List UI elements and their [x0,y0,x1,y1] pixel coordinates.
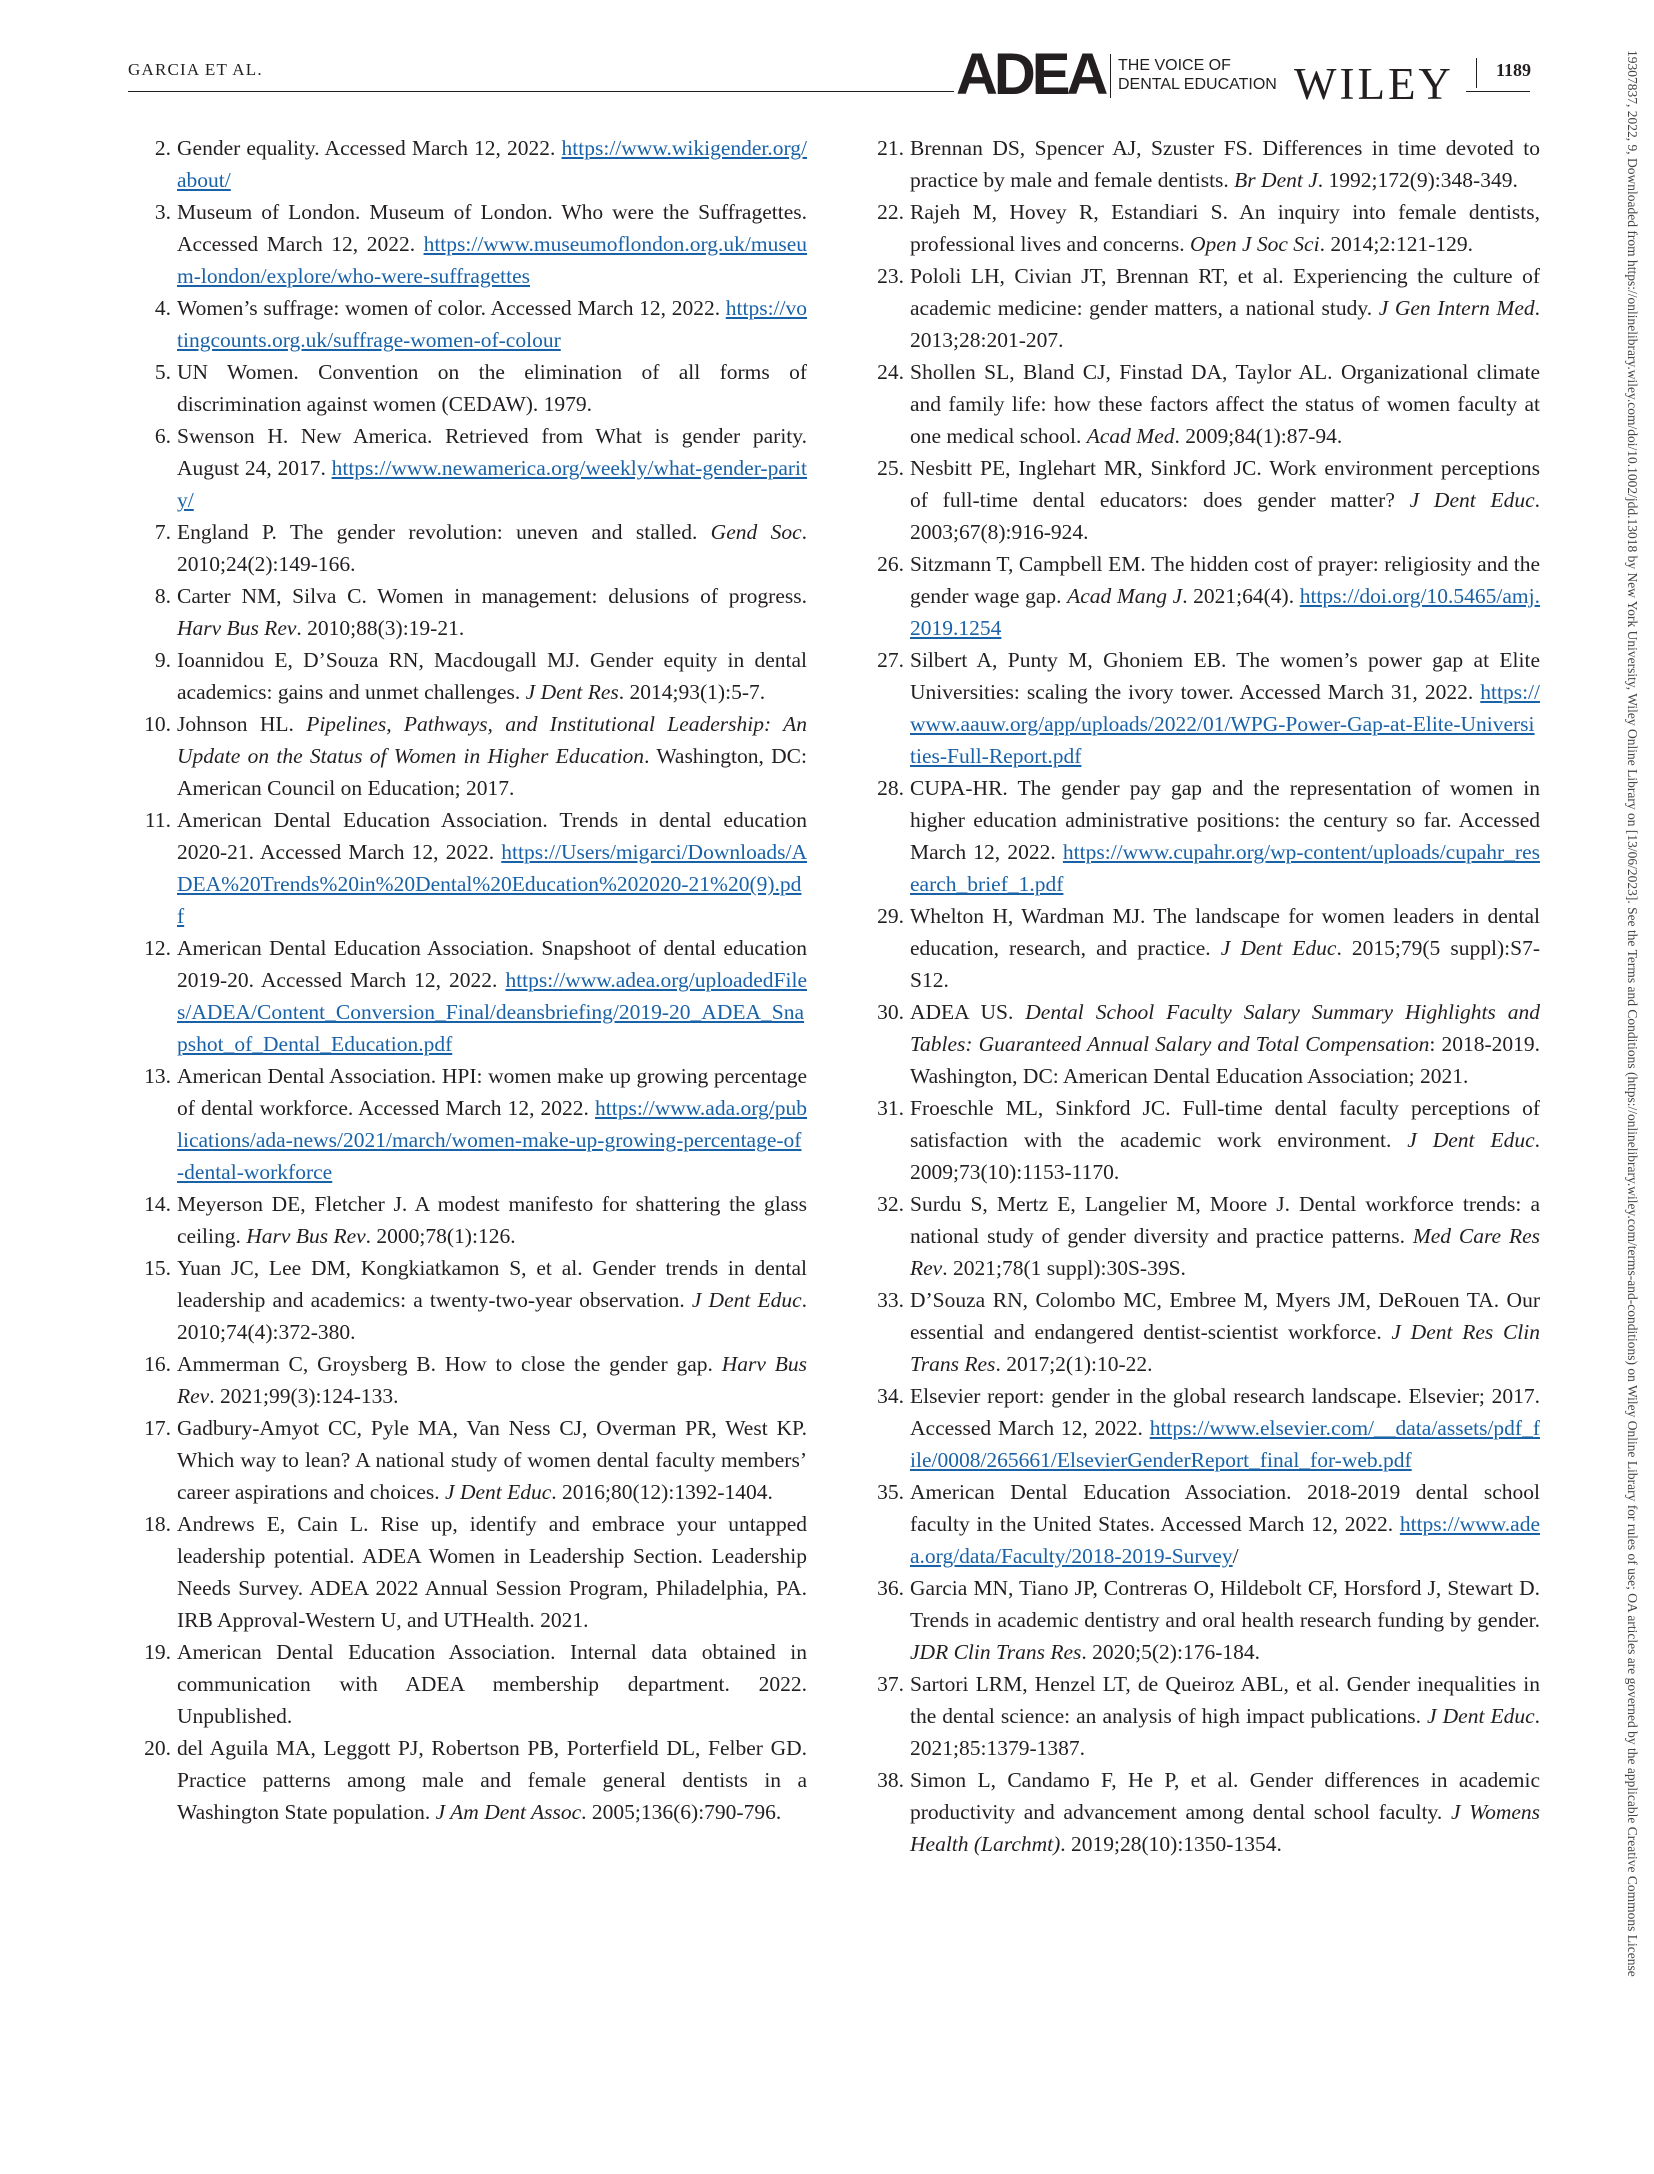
reference-citation: . 2010;24(2):149-166. [177,520,807,576]
reference-journal: Br Dent J [1234,168,1318,192]
reference-number: 4. [154,296,171,320]
reference-text: American Dental Education Association. 2018-2019 dental school faculty in the United States. Accessed March 12, 2022. [910,1480,1540,1536]
reference-number: 31. [877,1096,904,1120]
reference-journal: Acad Mang J [1067,584,1183,608]
wiley-logo: WILEY [1294,59,1454,109]
page-number-divider [1476,58,1477,88]
reference-number: 16. [144,1352,171,1376]
reference-text: ADEA US. [910,1000,1026,1024]
reference-item [135,1508,807,1636]
reference-number: 8. [154,584,171,608]
reference-journal: J Dent Educ [1409,488,1535,512]
reference-text: Swenson H. New America. Retrieved from What is gender parity. August 24, 2017. [177,424,807,480]
reference-text: Brennan DS, Spencer AJ, Szuster FS. Differences in time devoted to practice by male and female dentists. [910,136,1540,192]
reference-text: Whelton H, Wardman MJ. The landscape for women leaders in dental education, research, and practice. [910,904,1540,960]
reference-number: 10. [144,712,171,736]
reference-number: 30. [877,1000,904,1024]
reference-item [868,260,1540,356]
reference-text: Carter NM, Silva C. Women in management: delusions of progress. [177,584,807,608]
reference-number: 33. [877,1288,904,1312]
reference-item [868,356,1540,452]
reference-citation: . 2021;64(4). [1182,584,1300,608]
reference-number: 25. [877,456,904,480]
reference-item [868,1284,1540,1380]
reference-text: Gadbury-Amyot CC, Pyle MA, Van Ness CJ, Overman PR, West KP. Which way to lean? A national study of women dental faculty members’ career aspirations and choices. [177,1416,807,1504]
reference-number: 35. [877,1480,904,1504]
reference-number: 9. [154,648,171,672]
reference-number: 21. [877,136,904,160]
reference-text: Sartori LRM, Henzel LT, de Queiroz ABL, et al. Gender inequalities in the dental science: an analysis of high impact publications. [910,1672,1540,1728]
reference-citation: . 2013;28:201-207. [910,296,1541,352]
reference-number: 36. [877,1576,904,1600]
reference-item [868,548,1540,644]
reference-number: 14. [144,1192,171,1216]
reference-link[interactable]: https://www.wikigender.org/about/ [177,136,807,192]
reference-text: England P. The gender revolution: uneven and stalled. [177,520,711,544]
reference-number: 17. [144,1416,171,1440]
reference-text: Andrews E, Cain L. Rise up, identify and embrace your untapped leadership potential. ADEA Women in Leadership Section. Leadership Needs Survey. ADEA 2022 Annual Session Program, Philadelphia, PA. IRB Approval-Western U, and UTHealth. 2021. [177,1512,807,1632]
reference-item [868,644,1540,772]
reference-citation: : 2018-2019. Washington, DC: American Dental Education Association; 2021. [910,1032,1541,1088]
reference-text: Gender equality. Accessed March 12, 2022. [177,136,562,160]
reference-number: 13. [144,1064,171,1088]
reference-citation: . 2021;78(1 suppl):30S-39S. [942,1256,1186,1280]
reference-text: Ioannidou E, D’Souza RN, Macdougall MJ. Gender equity in dental academics: gains and unmet challenges. [177,648,807,704]
reference-link[interactable]: https://www.adea.org/uploadedFiles/ADEA/Content_Conversion_Final/deansbriefing/2019-20_ADEA_Snapshot_of_Dental_Education.pdf [177,968,807,1056]
reference-number: 7. [154,520,171,544]
reference-item [135,1060,807,1188]
reference-number: 15. [144,1256,171,1280]
reference-text: Pololi LH, Civian JT, Brennan RT, et al. Experiencing the culture of academic medicine: gender matters, a national study. [910,264,1540,320]
reference-item [135,356,807,420]
reference-item [135,1412,807,1508]
reference-journal: J Dent Educ [1427,1704,1535,1728]
reference-item [868,1380,1540,1476]
reference-citation: . 2014;2:121-129. [1319,232,1474,256]
reference-text: Rajeh M, Hovey R, Estandiari S. An inquiry into female dentists, professional lives and concerns. [910,200,1540,256]
reference-item [868,1188,1540,1284]
reference-item [135,1636,807,1732]
reference-item [135,804,807,932]
reference-journal: J Womens Health (Larchmt) [910,1800,1540,1856]
reference-link[interactable]: https://doi.org/10.5465/amj.2019.1254 [910,584,1540,640]
reference-citation: . 2000;78(1):126. [365,1224,516,1248]
reference-text: Nesbitt PE, Inglehart MR, Sinkford JC. Work environment perceptions of full-time dental educators: does gender matter? [910,456,1540,512]
reference-text: American Dental Association. HPI: women make up growing percentage of dental workforce. Accessed March 12, 2022. [177,1064,807,1120]
reference-journal: Harv Bus Rev [177,616,297,640]
reference-number: 38. [877,1768,904,1792]
references-right-column [868,132,1540,1860]
reference-journal: J Dent Educ [1407,1128,1535,1152]
reference-link[interactable]: https://votingcounts.org.uk/suffrage-women-of-colour [177,296,807,352]
reference-text: Silbert A, Punty M, Ghoniem EB. The women’s power gap at Elite Universities: scaling the ivory tower. Accessed March 31, 2022. [910,648,1540,704]
reference-journal: J Dent Educ [691,1288,802,1312]
reference-journal: J Am Dent Assoc [435,1800,582,1824]
reference-number: 27. [877,648,904,672]
reference-item [868,1668,1540,1764]
reference-item [868,900,1540,996]
reference-number: 34. [877,1384,904,1408]
reference-item [135,292,807,356]
reference-number: 23. [877,264,904,288]
reference-item [868,1764,1540,1860]
reference-citation: . Washington, DC: American Council on Education; 2017. [177,744,807,800]
reference-link[interactable]: https://www.adea.org/data/Faculty/2018-2019-Survey [910,1512,1540,1568]
reference-journal: Pipelines, Pathways, and Institutional Leadership: An Update on the Status of Women in Higher Education [177,712,807,768]
reference-text: Elsevier report: gender in the global research landscape. Elsevier; 2017. Accessed March 12, 2022. [910,1384,1540,1440]
reference-citation: . 2015;79(5 suppl):S7-S12. [910,936,1540,992]
reference-number: 37. [877,1672,904,1696]
tagline-line-2: DENTAL EDUCATION [1118,76,1277,93]
reference-item [135,516,807,580]
header-rule-right [1466,91,1530,92]
running-author: GARCIA ET AL. [128,60,263,79]
reference-item [135,1188,807,1252]
reference-journal: J Gen Intern Med [1378,296,1535,320]
reference-item [868,1092,1540,1188]
reference-link[interactable]: https://www.ada.org/publications/ada-news/2021/march/women-make-up-growing-percentage-of-dental-workforce [177,1096,807,1184]
reference-number: 5. [154,360,171,384]
reference-number: 20. [144,1736,171,1760]
reference-text: American Dental Education Association. Snapshoot of dental education 2019-20. Accessed March 12, 2022. [177,936,807,992]
reference-citation: . 2014;93(1):5-7. [618,680,766,704]
reference-citation: . 2021;85:1379-1387. [910,1704,1541,1760]
reference-text: Meyerson DE, Fletcher J. A modest manifesto for shattering the glass ceiling. [177,1192,807,1248]
reference-text: Yuan JC, Lee DM, Kongkiatkamon S, et al. Gender trends in dental leadership and academics: a twenty-two-year observation. [177,1256,807,1312]
reference-number: 22. [877,200,904,224]
reference-text: UN Women. Convention on the elimination of all forms of discrimination against women (CEDAW). 1979. [177,360,807,416]
reference-number: 32. [877,1192,904,1216]
reference-text: Sitzmann T, Campbell EM. The hidden cost of prayer: religiosity and the gender wage gap. [910,552,1540,608]
reference-journal: J Dent Educ [445,1480,552,1504]
reference-citation: . 2020;5(2):176-184. [1081,1640,1260,1664]
reference-number: 18. [144,1512,171,1536]
reference-item [868,996,1540,1092]
reference-text: Surdu S, Mertz E, Langelier M, Moore J. Dental workforce trends: a national study of gender diversity and practice patterns. [910,1192,1540,1248]
reference-text: Women’s suffrage: women of color. Accessed March 12, 2022. [177,296,726,320]
reference-text: Johnson HL. [177,712,307,736]
reference-item [868,1476,1540,1572]
reference-link[interactable]: https://www.newamerica.org/weekly/what-gender-parity/ [177,456,807,512]
reference-item [135,1252,807,1348]
reference-citation: . 2009;84(1):87-94. [1174,424,1343,448]
reference-journal: JDR Clin Trans Res [910,1640,1082,1664]
reference-text: Garcia MN, Tiano JP, Contreras O, Hildebolt CF, Horsford J, Stewart D. Trends in academic dentistry and oral health research funding by gender. [910,1576,1540,1632]
reference-citation: . 2010;74(4):372-380. [177,1288,808,1344]
reference-journal: J Dent Res [525,680,619,704]
reference-citation: . 2010;88(3):19-21. [296,616,465,640]
reference-text: American Dental Education Association. Internal data obtained in communication with ADEA membership department. 2022. Unpublished. [177,1640,807,1728]
reference-number: 28. [877,776,904,800]
reference-citation: . 2017;2(1):10-22. [995,1352,1153,1376]
reference-journal: Harv Bus Rev [177,1352,808,1408]
reference-journal: Open J Soc Sci [1190,232,1320,256]
reference-text: Ammerman C, Groysberg B. How to close the gender gap. [177,1352,722,1376]
reference-journal: Acad Med [1086,424,1175,448]
reference-item [868,772,1540,900]
page-header [0,0,1654,110]
reference-number: 12. [144,936,171,960]
reference-number: 19. [144,1640,171,1664]
logo-divider [1110,54,1111,98]
reference-citation: . 2019;28(10):1350-1354. [1060,1832,1282,1856]
reference-item [135,1732,807,1828]
reference-item [135,932,807,1060]
reference-item [868,452,1540,548]
reference-link[interactable]: https://www.aauw.org/app/uploads/2022/01/WPG-Power-Gap-at-Elite-Universities-Full-Report.pdf [910,680,1540,768]
reference-number: 24. [877,360,904,384]
reference-text: Museum of London. Museum of London. Who were the Suffragettes. Accessed March 12, 2022. [177,200,807,256]
tagline-line-1: THE VOICE OF [1118,57,1231,74]
references-left-column [135,132,807,1828]
reference-link[interactable]: https://www.elsevier.com/__data/assets/pdf_file/0008/265661/ElsevierGenderReport_final_for-web.pdf [910,1416,1540,1472]
reference-number: 3. [154,200,171,224]
reference-journal: Med Care Res Rev [910,1224,1541,1280]
reference-text: CUPA-HR. The gender pay gap and the representation of women in higher education administrative positions: the century so far. Accessed March 12, 2022. [910,776,1540,864]
reference-citation: . 2003;67(8):916-924. [910,488,1541,544]
reference-citation: . 1992;172(9):348-349. [1317,168,1518,192]
reference-item [135,196,807,292]
reference-item [135,708,807,804]
reference-item [868,196,1540,260]
reference-number: 11. [144,808,171,832]
reference-text: D’Souza RN, Colombo MC, Embree M, Myers JM, DeRouen TA. Our essential and endangered dentist-scientist workforce. [910,1288,1540,1344]
reference-text: Froeschle ML, Sinkford JC. Full-time dental faculty perceptions of satisfaction with the academic work environment. [910,1096,1540,1152]
reference-item [135,1348,807,1412]
reference-link[interactable]: https://www.museumoflondon.org.uk/museum-london/explore/who-were-suffragettes [177,232,807,288]
reference-item [135,132,807,196]
reference-journal: J Dent Res Clin Trans Res [910,1320,1540,1376]
reference-citation: . 2005;136(6):790-796. [581,1800,782,1824]
reference-item [868,132,1540,196]
page-number: 1189 [1496,60,1532,80]
reference-citation: . 2009;73(10):1153-1170. [910,1128,1540,1184]
reference-number: 2. [154,136,171,160]
reference-text: Simon L, Candamo F, He P, et al. Gender differences in academic productivity and advancement among dental school faculty. [910,1768,1540,1824]
adea-logo: ADEA [956,42,1105,107]
reference-item [135,644,807,708]
download-notice: 19307837, 2022, 9, Downloaded from https://onlinelibrary.wiley.com/doi/10.1002/jdd.13018 by New York University, Wiley Online Library on [13/06/2023]. See the Terms and Conditions (https://onlinelibrary.wiley.com/terms-and-conditions) on Wiley Online Library for rules of use; OA articles are governed by the applicable Creative Commons License [1625,50,1640,1977]
journal-tagline [1118,56,1288,94]
reference-citation: . 2016;80(12):1392-1404. [551,1480,773,1504]
reference-item [135,580,807,644]
reference-item [868,1572,1540,1668]
reference-journal: Harv Bus Rev [246,1224,366,1248]
reference-text: del Aguila MA, Leggott PJ, Robertson PB, Porterfield DL, Felber GD. Practice patterns among male and female general dentists in a Washington State population. [177,1736,807,1824]
reference-text: American Dental Education Association. Trends in dental education 2020-21. Accessed March 12, 2022. [177,808,807,864]
reference-number: 6. [154,424,171,448]
reference-journal: Dental School Faculty Salary Summary Highlights and Tables: Guaranteed Annual Salary and Total Compensation [910,1000,1540,1056]
reference-number: 26. [877,552,904,576]
reference-text: Shollen SL, Bland CJ, Finstad DA, Taylor AL. Organizational climate and family life: how these factors affect the status of women faculty at one medical school. [910,360,1540,448]
reference-link[interactable]: https://www.cupahr.org/wp-content/uploads/cupahr_research_brief_1.pdf [910,840,1540,896]
reference-journal: J Dent Educ [1220,936,1337,960]
reference-journal: Gend Soc [710,520,802,544]
reference-link[interactable]: https://Users/migarci/Downloads/ADEA%20Trends%20in%20Dental%20Education%202020-21%20(9).pdf [177,840,807,928]
reference-number: 29. [877,904,904,928]
reference-tail: / [1232,1544,1239,1568]
header-rule [128,91,954,92]
reference-citation: . 2021;99(3):124-133. [209,1384,399,1408]
reference-item [135,420,807,516]
